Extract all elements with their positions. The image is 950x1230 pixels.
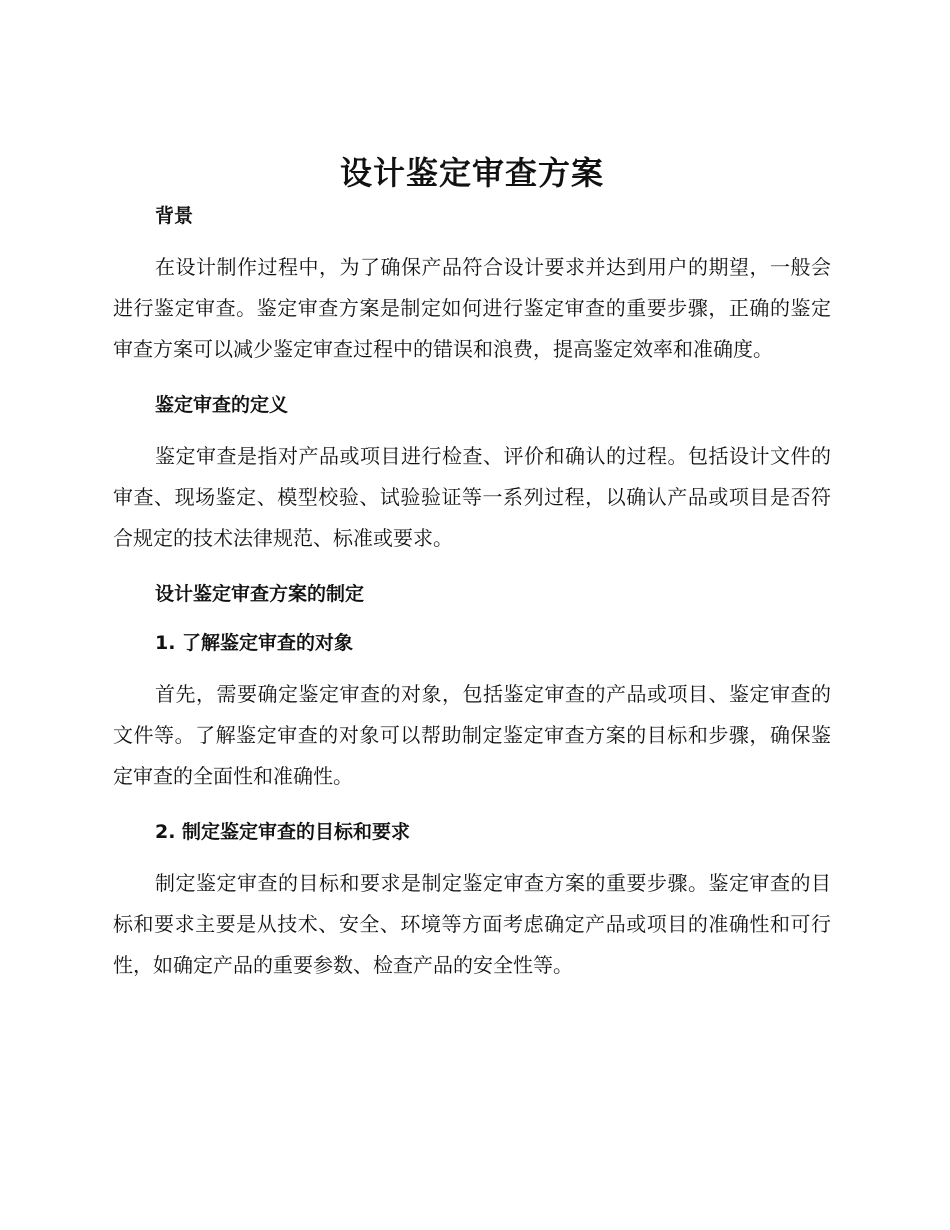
section-heading-background: 背景 <box>155 205 194 227</box>
document-title: 设计鉴定审查方案 <box>339 154 604 192</box>
section-paragraph-definition: 鉴定审查是指对产品或项目进行检查、评价和确认的过程。包括设计文件的审查、现场鉴定、模型校验、试验验证等一系列过程，以确认产品或项目是否符合规定的技术法律规范、标准或要求。 <box>113 444 831 550</box>
section-paragraph-step-2: 制定鉴定审查的目标和要求是制定鉴定审查方案的重要步骤。鉴定审查的目标和要求主要是从技术、安全、环境等方面考虑确定产品或项目的准确性和可行性，如确定产品的重要参数、检查产品的安全性等。 <box>113 871 831 977</box>
section-paragraph-background: 在设计制作过程中，为了确保产品符合设计要求并达到用户的期望，一般会进行鉴定审查。鉴定审查方案是制定如何进行鉴定审查的重要步骤，正确的鉴定审查方案可以减少鉴定审查过程中的错误和浪费，提高鉴定效率和准确度。 <box>113 255 831 361</box>
section-heading-definition: 鉴定审查的定义 <box>155 394 289 416</box>
document-page <box>113 148 831 986</box>
section-heading-step-1: 1. 了解鉴定审查的对象 <box>155 632 354 654</box>
section-heading-plan-formulation: 设计鉴定审查方案的制定 <box>155 583 365 605</box>
section-heading-step-2: 2. 制定鉴定审查的目标和要求 <box>155 821 411 843</box>
section-paragraph-step-1: 首先，需要确定鉴定审查的对象，包括鉴定审查的产品或项目、鉴定审查的文件等。了解鉴定审查的对象可以帮助制定鉴定审查方案的目标和步骤，确保鉴定审查的全面性和准确性。 <box>113 682 831 788</box>
